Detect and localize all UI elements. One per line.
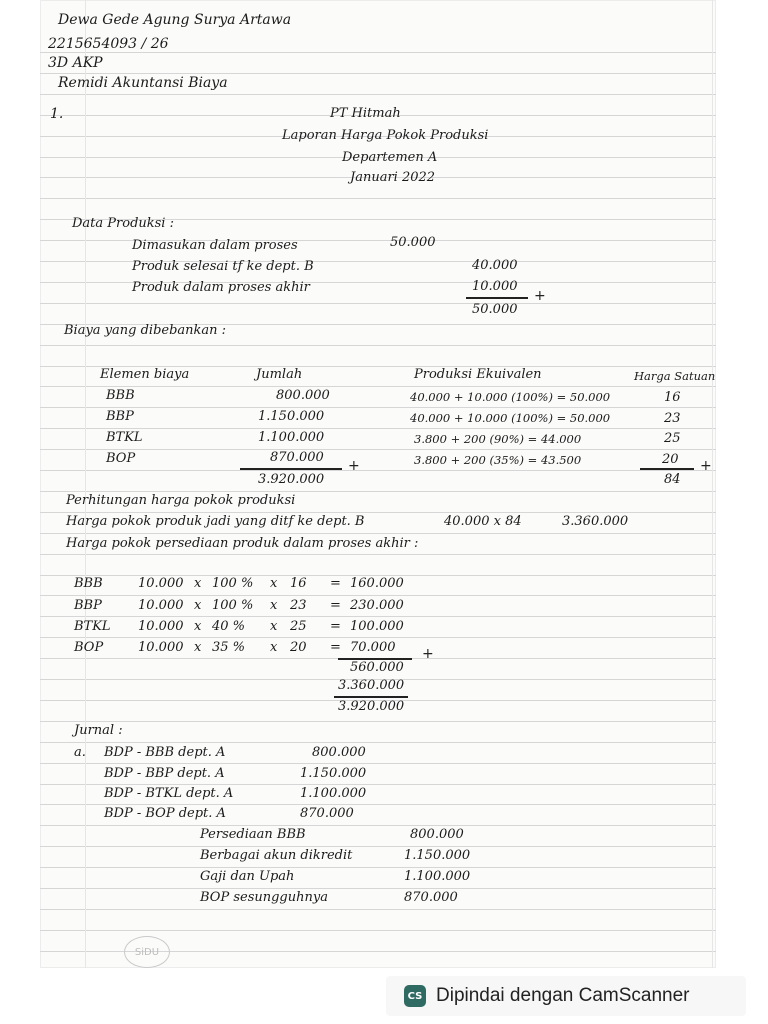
- wip-cell-x1: x: [194, 598, 202, 613]
- ruled-line: [40, 533, 716, 534]
- class-label: 3D AKP: [48, 55, 103, 71]
- journal-credit-amount: 870.000: [404, 890, 458, 905]
- ruled-line: [40, 930, 716, 931]
- sum-line: [334, 696, 408, 698]
- sum-line: [640, 468, 694, 470]
- journal-debit-amount: 800.000: [312, 745, 366, 760]
- production-heading: Data Produksi :: [72, 216, 174, 231]
- cost-header: Produksi Ekuivalen: [414, 367, 542, 382]
- calc-line2-label: Harga pokok persediaan produk dalam proses akhir :: [66, 536, 419, 551]
- journal-credit-amount: 1.100.000: [404, 869, 471, 884]
- journal-credit-account: Persediaan BBB: [200, 827, 306, 842]
- camscanner-icon: CS: [404, 985, 426, 1007]
- wip-cell-eq: =: [330, 598, 341, 613]
- journal-credit-account: Berbagai akun dikredit: [200, 848, 353, 863]
- calc-line1-formula: 40.000 x 84: [444, 514, 522, 529]
- journal-credit-amount: 800.000: [410, 827, 464, 842]
- journal-debit-account: BDP - BBP dept. A: [104, 766, 225, 781]
- ruled-line: [40, 512, 716, 513]
- wip-cell-x1: x: [194, 619, 202, 634]
- wip-cell-x2: x: [270, 598, 278, 613]
- wip-cell-pct: 35 %: [212, 640, 246, 655]
- ruled-line: [40, 825, 716, 826]
- ruled-line: [40, 94, 716, 95]
- cost-total-amount: 3.920.000: [258, 472, 325, 487]
- right-margin-line: [712, 0, 713, 968]
- journal-debit-amount: 1.100.000: [300, 786, 367, 801]
- cost-element: BTKL: [106, 430, 143, 445]
- ruled-line: [40, 595, 716, 596]
- cost-element: BOP: [106, 451, 136, 466]
- wip-cell-qty: 10.000: [138, 598, 184, 613]
- wip-cell-price: 23: [290, 598, 307, 613]
- journal-debit-account: BDP - BBB dept. A: [104, 745, 226, 760]
- wip-cell-eq: =: [330, 576, 341, 591]
- wip-cell-x1: x: [194, 640, 202, 655]
- wip-cell-el: BBB: [74, 576, 103, 591]
- journal-debit-amount: 1.150.000: [300, 766, 367, 781]
- cost-unit: 20: [662, 452, 679, 467]
- ruled-line: [40, 345, 716, 346]
- wip-cell-price: 25: [290, 619, 307, 634]
- camscanner-watermark: [386, 976, 746, 1016]
- cost-equiv: 40.000 + 10.000 (100%) = 50.000: [410, 390, 611, 404]
- wip-subtotal: 560.000: [350, 660, 404, 675]
- plus-sign: +: [348, 458, 360, 474]
- ruled-line: [40, 303, 716, 304]
- ruled-line: [40, 888, 716, 889]
- wip-cell-el: BTKL: [74, 619, 111, 634]
- calc-heading: Perhitungan harga pokok produksi: [66, 493, 296, 508]
- period-label: Januari 2022: [350, 170, 436, 185]
- ruled-line: [40, 637, 716, 638]
- ruled-line: [40, 407, 716, 408]
- wip-cell-val: 160.000: [350, 576, 404, 591]
- ruled-line: [40, 867, 716, 868]
- cost-element: BBP: [106, 409, 134, 424]
- cost-unit: 25: [664, 431, 681, 446]
- notebook-page: [40, 0, 716, 968]
- wip-cell-price: 16: [290, 576, 307, 591]
- wip-cell-val: 230.000: [350, 598, 404, 613]
- ruled-line: [40, 784, 716, 785]
- production-row-value: 10.000: [472, 279, 518, 294]
- ruled-line: [40, 846, 716, 847]
- wip-cell-qty: 10.000: [138, 619, 184, 634]
- wip-cell-x1: x: [194, 576, 202, 591]
- student-id: 2215654093 / 26: [48, 36, 169, 52]
- ruled-line: [40, 470, 716, 471]
- journal-debit-amount: 870.000: [300, 806, 354, 821]
- journal-credit-account: BOP sesungguhnya: [200, 890, 328, 905]
- cost-amount: 800.000: [276, 388, 330, 403]
- cost-equiv: 3.800 + 200 (90%) = 44.000: [414, 432, 582, 446]
- sidu-stamp: SiDU: [124, 936, 170, 968]
- camscanner-text: Dipindai dengan CamScanner: [436, 985, 690, 1006]
- wip-cell-x2: x: [270, 640, 278, 655]
- ruled-line: [40, 909, 716, 910]
- cost-unit: 23: [664, 411, 681, 426]
- plus-sign: +: [700, 458, 712, 474]
- wip-cell-val: 100.000: [350, 619, 404, 634]
- journal-heading: Jurnal :: [74, 723, 123, 738]
- production-row-label: Dimasukan dalam proses: [132, 238, 298, 253]
- cost-element: BBB: [106, 388, 135, 403]
- cost-equiv: 3.800 + 200 (35%) = 43.500: [414, 453, 582, 467]
- wip-cell-x2: x: [270, 576, 278, 591]
- journal-credit-amount: 1.150.000: [404, 848, 471, 863]
- production-row-label: Produk dalam proses akhir: [132, 280, 310, 295]
- wip-grand-total: 3.920.000: [338, 699, 405, 714]
- subject-label: Remidi Akuntansi Biaya: [58, 75, 228, 91]
- cost-unit: 16: [664, 390, 681, 405]
- calc-line1-value: 3.360.000: [562, 514, 629, 529]
- cost-amount: 870.000: [270, 450, 324, 465]
- production-total: 50.000: [472, 302, 518, 317]
- cost-amount: 1.150.000: [258, 409, 325, 424]
- wip-cell-pct: 100 %: [212, 576, 254, 591]
- sum-line: [240, 468, 342, 470]
- sum-line: [466, 297, 528, 299]
- plus-sign: +: [422, 646, 434, 662]
- cost-header: Elemen biaya: [100, 367, 190, 382]
- ruled-line: [40, 763, 716, 764]
- plus-sign: +: [534, 288, 546, 304]
- calc-line1-label: Harga pokok produk jadi yang ditf ke dept. B: [66, 514, 365, 529]
- costs-heading: Biaya yang dibebankan :: [64, 323, 227, 338]
- journal-label-a: a.: [74, 745, 86, 760]
- cost-header: Jumlah: [256, 367, 303, 382]
- wip-cell-qty: 10.000: [138, 640, 184, 655]
- wip-cell-val: 70.000: [350, 640, 396, 655]
- ruled-line: [40, 721, 716, 722]
- ruled-line: [40, 52, 716, 53]
- ruled-line: [40, 742, 716, 743]
- student-name: Dewa Gede Agung Surya Artawa: [58, 12, 292, 28]
- ruled-line: [40, 491, 716, 492]
- cost-amount: 1.100.000: [258, 430, 325, 445]
- company-name: PT Hitmah: [330, 106, 401, 121]
- production-row-value: 40.000: [472, 258, 518, 273]
- wip-cell-eq: =: [330, 619, 341, 634]
- ruled-line: [40, 198, 716, 199]
- ruled-line: [40, 73, 716, 74]
- wip-cell-pct: 100 %: [212, 598, 254, 613]
- wip-cell-eq: =: [330, 640, 341, 655]
- production-row-value: 50.000: [390, 235, 436, 250]
- journal-debit-account: BDP - BTKL dept. A: [104, 786, 234, 801]
- wip-cell-x2: x: [270, 619, 278, 634]
- ruled-line: [40, 616, 716, 617]
- production-row-label: Produk selesai tf ke dept. B: [132, 259, 314, 274]
- wip-cell-pct: 40 %: [212, 619, 246, 634]
- cost-header: Harga Satuan: [634, 369, 716, 383]
- cost-total-unit: 84: [664, 472, 681, 487]
- journal-credit-account: Gaji dan Upah: [200, 869, 295, 884]
- question-number: 1.: [50, 106, 64, 122]
- cost-equiv: 40.000 + 10.000 (100%) = 50.000: [410, 411, 611, 425]
- wip-cell-el: BBP: [74, 598, 102, 613]
- margin-line: [85, 0, 86, 968]
- ruled-line: [40, 449, 716, 450]
- wip-cell-price: 20: [290, 640, 307, 655]
- ruled-line: [40, 386, 716, 387]
- wip-cell-qty: 10.000: [138, 576, 184, 591]
- report-title: Laporan Harga Pokok Produksi: [282, 128, 489, 143]
- journal-debit-account: BDP - BOP dept. A: [104, 806, 226, 821]
- wip-finished: 3.360.000: [338, 678, 405, 693]
- ruled-line: [40, 554, 716, 555]
- wip-cell-el: BOP: [74, 640, 104, 655]
- department-label: Departemen A: [342, 150, 438, 165]
